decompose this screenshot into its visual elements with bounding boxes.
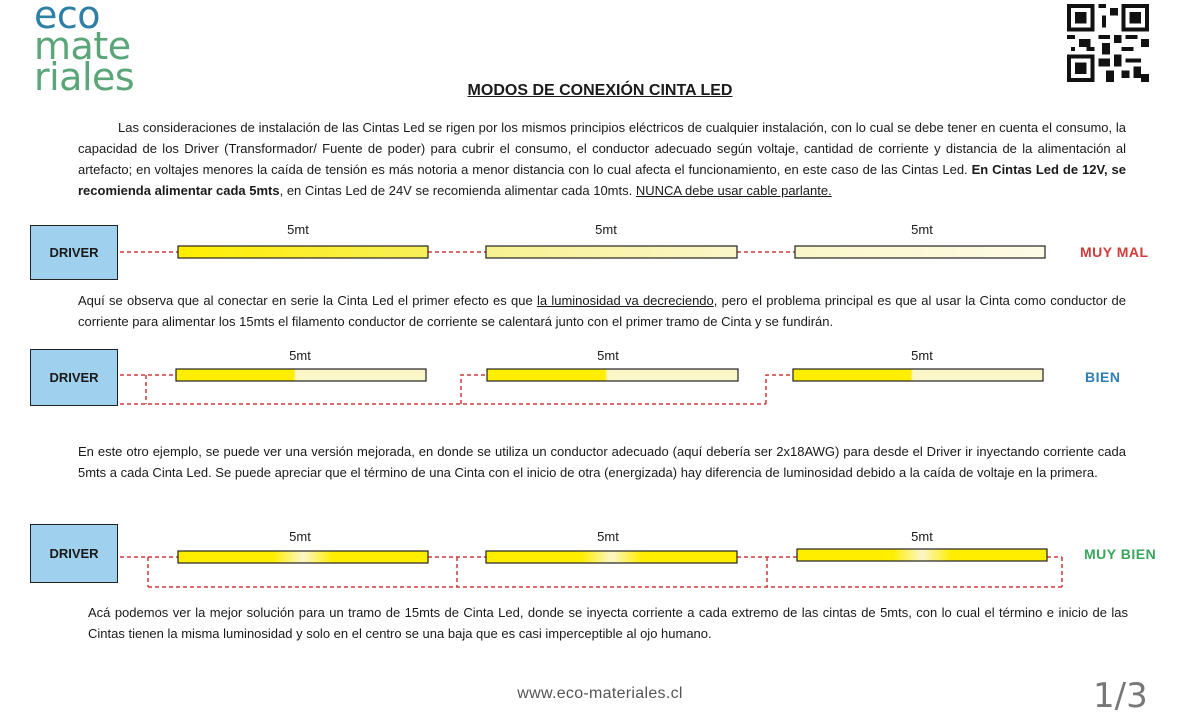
segment-label: 5mt: [597, 348, 619, 363]
driver-box-1: DRIVER: [30, 225, 118, 280]
para1-underlined-text: la luminosidad va decreciendo: [536, 293, 714, 308]
status-muy-mal: MUY MAL: [1080, 244, 1149, 260]
explanation-paragraph-1: [78, 290, 1126, 332]
led-strip-1c: [795, 246, 1045, 258]
intro-paragraph: [78, 117, 1126, 201]
segment-label: 5mt: [911, 348, 933, 363]
led-strip-3c: [797, 549, 1047, 561]
page-indicator: 1/3: [1093, 676, 1148, 714]
segment-label: 5mt: [595, 222, 617, 237]
status-bien: BIEN: [1085, 369, 1121, 385]
led-strip-2b: [487, 369, 738, 381]
intro-text-1: Las consideraciones de instalación de las Cintas Led se rigen por los mismos principios eléctricos de cualquier instalación, con lo cual se debe tener en cuenta el consumo, la capacidad de los Driver (Transformador/ Fuente de poder) para cubrir el consumo, el conductor adecuado según voltaje, cantidad de corriente y distancia de la alimentación al artefacto; en voltajes menores la caída de tensión es más notoria a menor distancia con lo cual afecta el funcionamiento, en este caso de las Cintas Led.: [78, 120, 1126, 177]
segment-label: 5mt: [289, 529, 311, 544]
intro-underlined-text: NUNCA debe usar cable parlante.: [635, 183, 832, 198]
status-muy-bien: MUY BIEN: [1084, 546, 1157, 562]
led-strip-1a: [178, 246, 428, 258]
led-strip-3b: [486, 551, 737, 563]
driver-box-2: DRIVER: [30, 349, 118, 406]
qr-code-icon: [1067, 4, 1149, 82]
segment-label: 5mt: [597, 529, 619, 544]
led-strip-3a: [178, 551, 428, 563]
driver-box-3: DRIVER: [30, 524, 118, 583]
explanation-paragraph-3: Acá podemos ver la mejor solución para un tramo de 15mts de Cinta Led, donde se inyecta corriente a cada extremo de las cintas de 5mts, con lo cual el término e inicio de las Cintas tienen la misma luminosidad y solo en el centro se una baja que es casi imperceptible al ojo humano.: [88, 605, 1128, 641]
intro-bold-text: En Cintas Led de 12V, se recomienda alimentar cada 5mts: [78, 162, 1127, 198]
segment-label: 5mt: [287, 222, 309, 237]
segment-label: 5mt: [289, 348, 311, 363]
led-strip-2a: [176, 369, 426, 381]
led-strip-2c: [793, 369, 1043, 381]
segment-label: 5mt: [911, 529, 933, 544]
led-strip-1b: [486, 246, 737, 258]
logo-line-3: riales: [34, 55, 135, 99]
eco-materiales-logo: [34, 0, 144, 99]
logo-line-2: mate: [34, 24, 131, 68]
intro-text-2: , en Cintas Led de 24V se recomienda alimentar cada 10mts.: [279, 183, 636, 198]
website-url: www.eco-materiales.cl: [517, 685, 683, 702]
document-title: MODOS DE CONEXIÓN CINTA LED: [467, 82, 733, 99]
para1-text-1: Aquí se observa que al conectar en serie la Cinta Led el primer efecto es que: [78, 293, 537, 308]
diagram-feed-both-ends: [120, 557, 1062, 587]
para1-text-2: , pero el problema principal es que al usar la Cinta como conductor de corriente para alimentar los 15mts el filamento conductor de corriente se calentará junto con el primer tramo de Cinta y se fundirán.: [78, 293, 1126, 329]
explanation-paragraph-2: En este otro ejemplo, se puede ver una versión mejorada, en donde se utiliza un conductor adecuado (aquí debería ser 2x18AWG) para desde el Driver ir inyectando corriente cada 5mts a cada Cinta Led. Se puede apreciar que el término de una Cinta con el inicio de otra (energizada) hay diferencia de luminosidad debido a la caída de voltaje en la primera.: [78, 444, 1126, 480]
segment-label: 5mt: [911, 222, 933, 237]
diagram-feed-start: [120, 375, 793, 404]
logo-line-1: eco: [34, 0, 101, 37]
